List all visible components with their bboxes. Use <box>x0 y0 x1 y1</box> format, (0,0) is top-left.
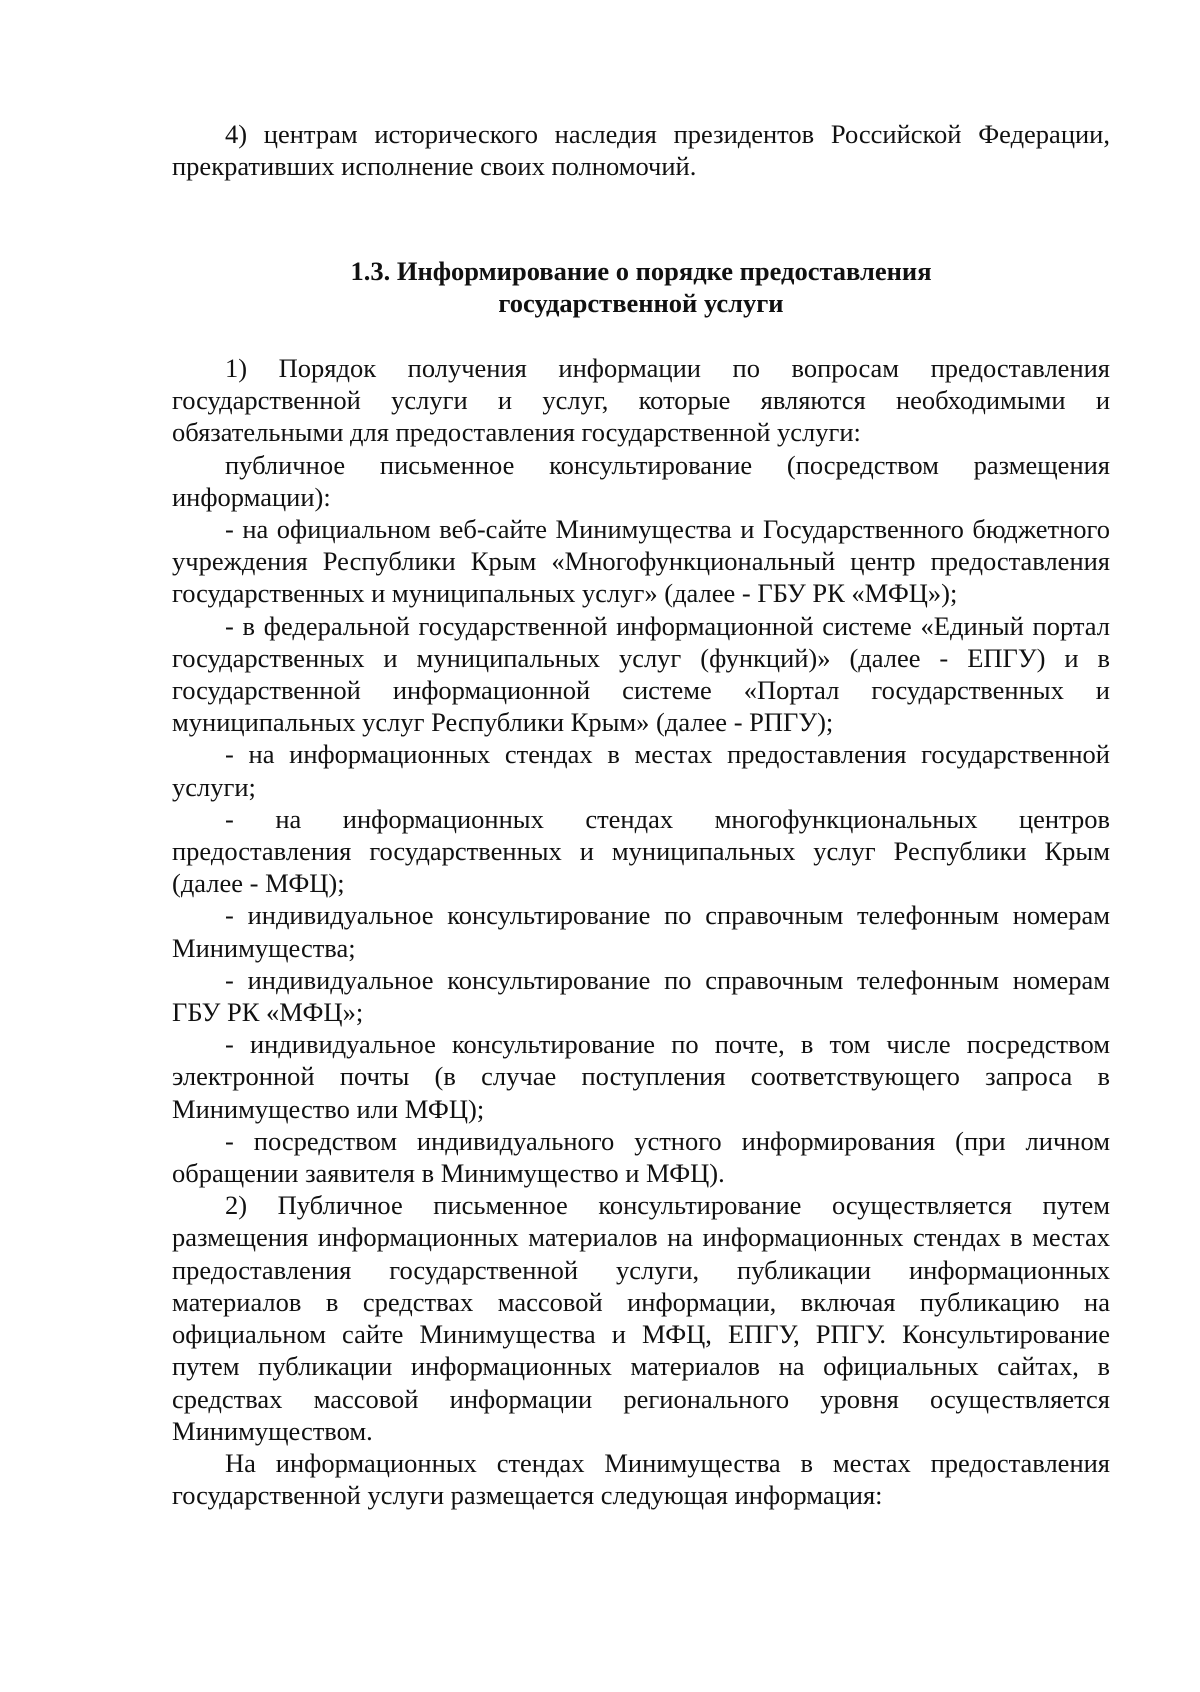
paragraph-8: - индивидуальное консультирование по справочным телефонным номерам ГБУ РК «МФЦ»; <box>172 964 1110 1028</box>
paragraph-6: - на информационных стендах многофункциональных центров предоставления государственных и муниципальных услуг Республики Крым (далее - МФЦ); <box>172 803 1110 899</box>
section-body <box>172 352 1110 1511</box>
paragraph-7: - индивидуальное консультирование по справочным телефонным номерам Минимущества; <box>172 900 1110 963</box>
intro-block <box>172 118 1110 182</box>
paragraph-2: публичное письменное консультирование (посредством размещения информации): <box>172 449 1110 512</box>
paragraph-5: - на информационных стендах в местах предоставления государственной услуги; <box>172 739 1110 802</box>
paragraph-4: - в федеральной государственной информационной системе «Единый портал государственных и муниципальных услуг (функций)» (далее - ЕПГУ) и в государственной информационной системе «Портал государственных и муниципальных услуг Республики Крым» (далее - РПГУ); <box>172 610 1110 738</box>
paragraph-9: - индивидуальное консультирование по почте, в том числе посредством электронной почты (в случае поступления соответствующего запроса в Минимущество или МФЦ); <box>172 1029 1110 1124</box>
section-heading <box>172 255 1110 319</box>
section-heading-line-1: 1.3. Информирование о порядке предоставления <box>350 256 932 286</box>
section-heading-line-2: государственной услуги <box>498 288 784 318</box>
paragraph-10: - посредством индивидуального устного информирования (при личном обращении заявителя в Минимущество и МФЦ). <box>172 1125 1110 1189</box>
intro-paragraph: 4) центрам исторического наследия президентов Российской Федерации, прекративших исполнение своих полномочий. <box>172 119 1110 182</box>
paragraph-12: На информационных стендах Минимущества в местах предоставления государственной услуги размещается следующая информация: <box>172 1447 1110 1511</box>
paragraph-3: - на официальном веб-сайте Минимущества и Государственного бюджетного учреждения Республики Крым «Многофункциональный центр предоставления государственных и муниципальных услуг» (далее - ГБУ РК «МФЦ»); <box>172 514 1110 609</box>
paragraph-1: 1) Порядок получения информации по вопросам предоставления государственной услуги и услуг, которые являются необходимыми и обязательными для предоставления государственной услуги: <box>172 353 1110 448</box>
paragraph-11: 2) Публичное письменное консультирование осуществляется путем размещения информационных материалов на информационных стендах в местах предоставления государственной услуги, публикации информационных материалов в средствах массовой информации, включая публикацию на официальном сайте Минимущества и МФЦ, ЕПГУ, РПГУ. Консультирование путем публикации информационных материалов на официальных сайтах, в средствах массовой информации регионального уровня осуществляется Минимуществом. <box>172 1190 1110 1446</box>
